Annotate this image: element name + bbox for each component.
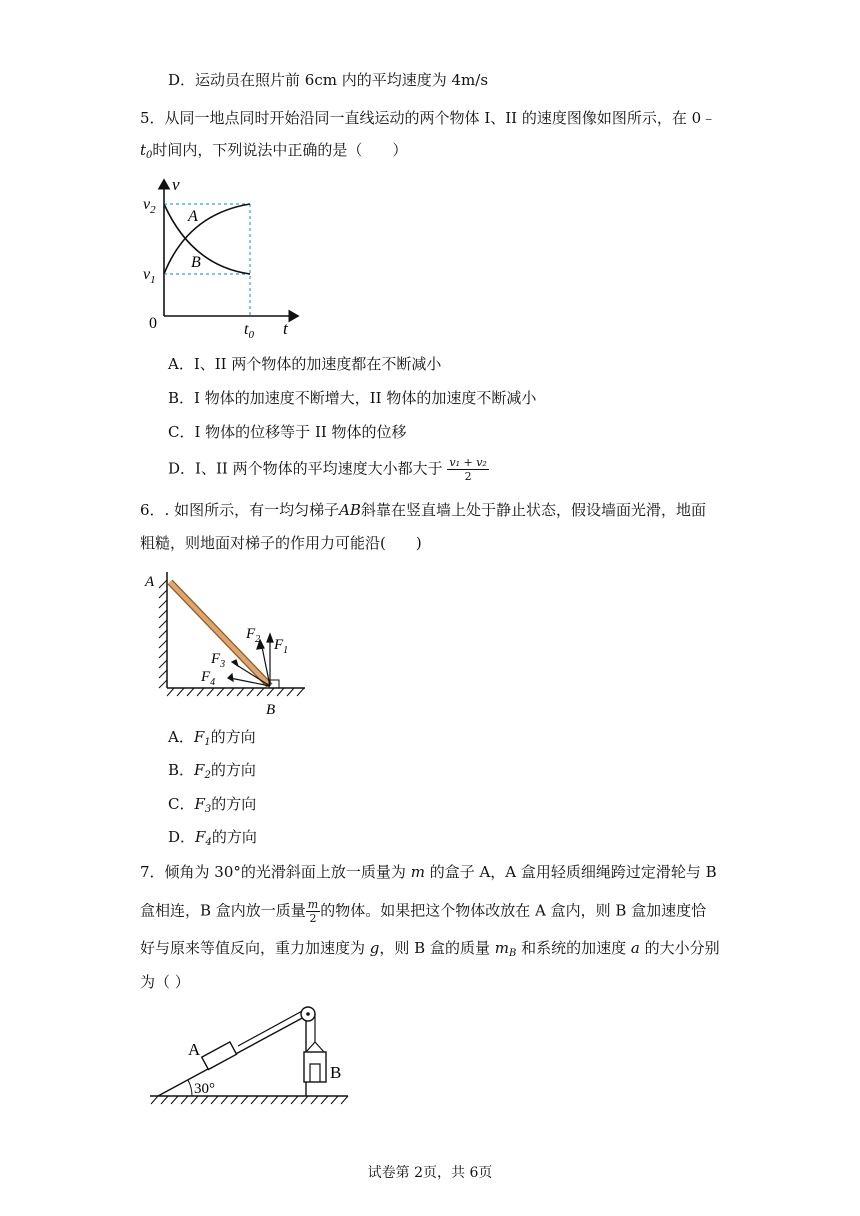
q4-option-d: D．运动员在照片前 6cm 内的平均速度为 4m/s: [168, 71, 489, 89]
q6-stem-line2: 粗糙，则地面对梯子的作用力可能沿( ): [140, 534, 422, 552]
svg-text:B: B: [266, 702, 276, 718]
box-a: [202, 1042, 237, 1070]
box-b: [304, 1052, 326, 1082]
q6-option-c: C．$F_3$的方向: [168, 795, 257, 815]
q5-option-d-fraction: $\frac{\text{v₁ + v₂}}{2}$: [449, 456, 487, 483]
q5-option-b: B．I 物体的加速度不断增大，II 物体的加速度不断减小: [168, 389, 537, 407]
svg-text:A: A: [188, 208, 198, 225]
svg-text:F3: $F_3$: [211, 651, 226, 670]
q7-stem-line2: 盒相连，B 盒内放一质量 $\frac{m}{2}$ 的物体。如果把这个物体改放在 A 盒内，则 B 盒加速度恰: [140, 898, 707, 925]
svg-text:B: B: [191, 254, 201, 271]
q7-stem-line4: 为（ ）: [140, 973, 190, 991]
q5-velocity-graph: [140, 170, 310, 340]
svg-text:v2: $v_2$: [143, 196, 156, 216]
svg-text:v1: $v_1$: [143, 266, 156, 286]
q6-stem-line1: 6．. 如图所示，有一均匀梯子AB斜靠在竖直墙上处于静止状态，假设墙面光滑，地面: [140, 501, 706, 519]
svg-text:A: A: [145, 574, 155, 590]
q5-option-a: A．I、II 两个物体的加速度都在不断减小: [168, 355, 442, 373]
q6-option-a: A．$F_1$的方向: [168, 728, 256, 748]
svg-text:B: B: [330, 1063, 342, 1082]
q5-option-c: C．I 物体的位移等于 II 物体的位移: [168, 423, 407, 441]
svg-text:t0: $t_0$: [244, 321, 254, 340]
q7-mass-fraction: $\frac{m}{2}$: [307, 898, 319, 925]
curve-b: [164, 204, 250, 274]
q7-stem-line1: 7．倾角为 30°的光滑斜面上放一质量为 m 的盒子 A，A 盒用轻质细绳跨过定滑轮与 B: [140, 863, 717, 881]
q6-option-b: B．$F_2$的方向: [168, 761, 256, 781]
curve-a: [164, 204, 250, 274]
q5-stem-line1: 5．从同一地点同时开始沿同一直线运动的两个物体 I、II 的速度图像如图所示，在 0﹣: [140, 109, 717, 127]
svg-text:30°: 30°: [194, 1081, 215, 1097]
svg-text:A: A: [188, 1040, 201, 1059]
svg-text:t: t: [283, 319, 288, 338]
svg-text:v: v: [172, 175, 180, 194]
q7-stem-line3: 好与原来等值反向，重力加速度为 g，则 B 盒的质量 $m_B$ 和系统的加速度 a 的大小分别: [140, 939, 720, 959]
page-footer: 试卷第 2页，共 6页: [367, 1165, 493, 1181]
q5-stem-line2: $t_0$时间内，下列说法中正确的是（ ）: [140, 141, 408, 161]
q5-option-d: D．I、II 两个物体的平均速度大小都大于 $\frac{\text{v₁ + v₂}}{2}$: [168, 456, 487, 483]
q6-ladder-figure: [140, 566, 310, 718]
svg-text:F2: $F_2$: [246, 626, 261, 645]
q7-incline-figure: [148, 1000, 368, 1112]
svg-text:0: 0: [149, 315, 157, 332]
svg-text:F1: $F_1$: [274, 637, 289, 656]
q6-option-d: D．$F_4$的方向: [168, 828, 257, 848]
svg-text:F4: $F_4$: [201, 669, 216, 688]
